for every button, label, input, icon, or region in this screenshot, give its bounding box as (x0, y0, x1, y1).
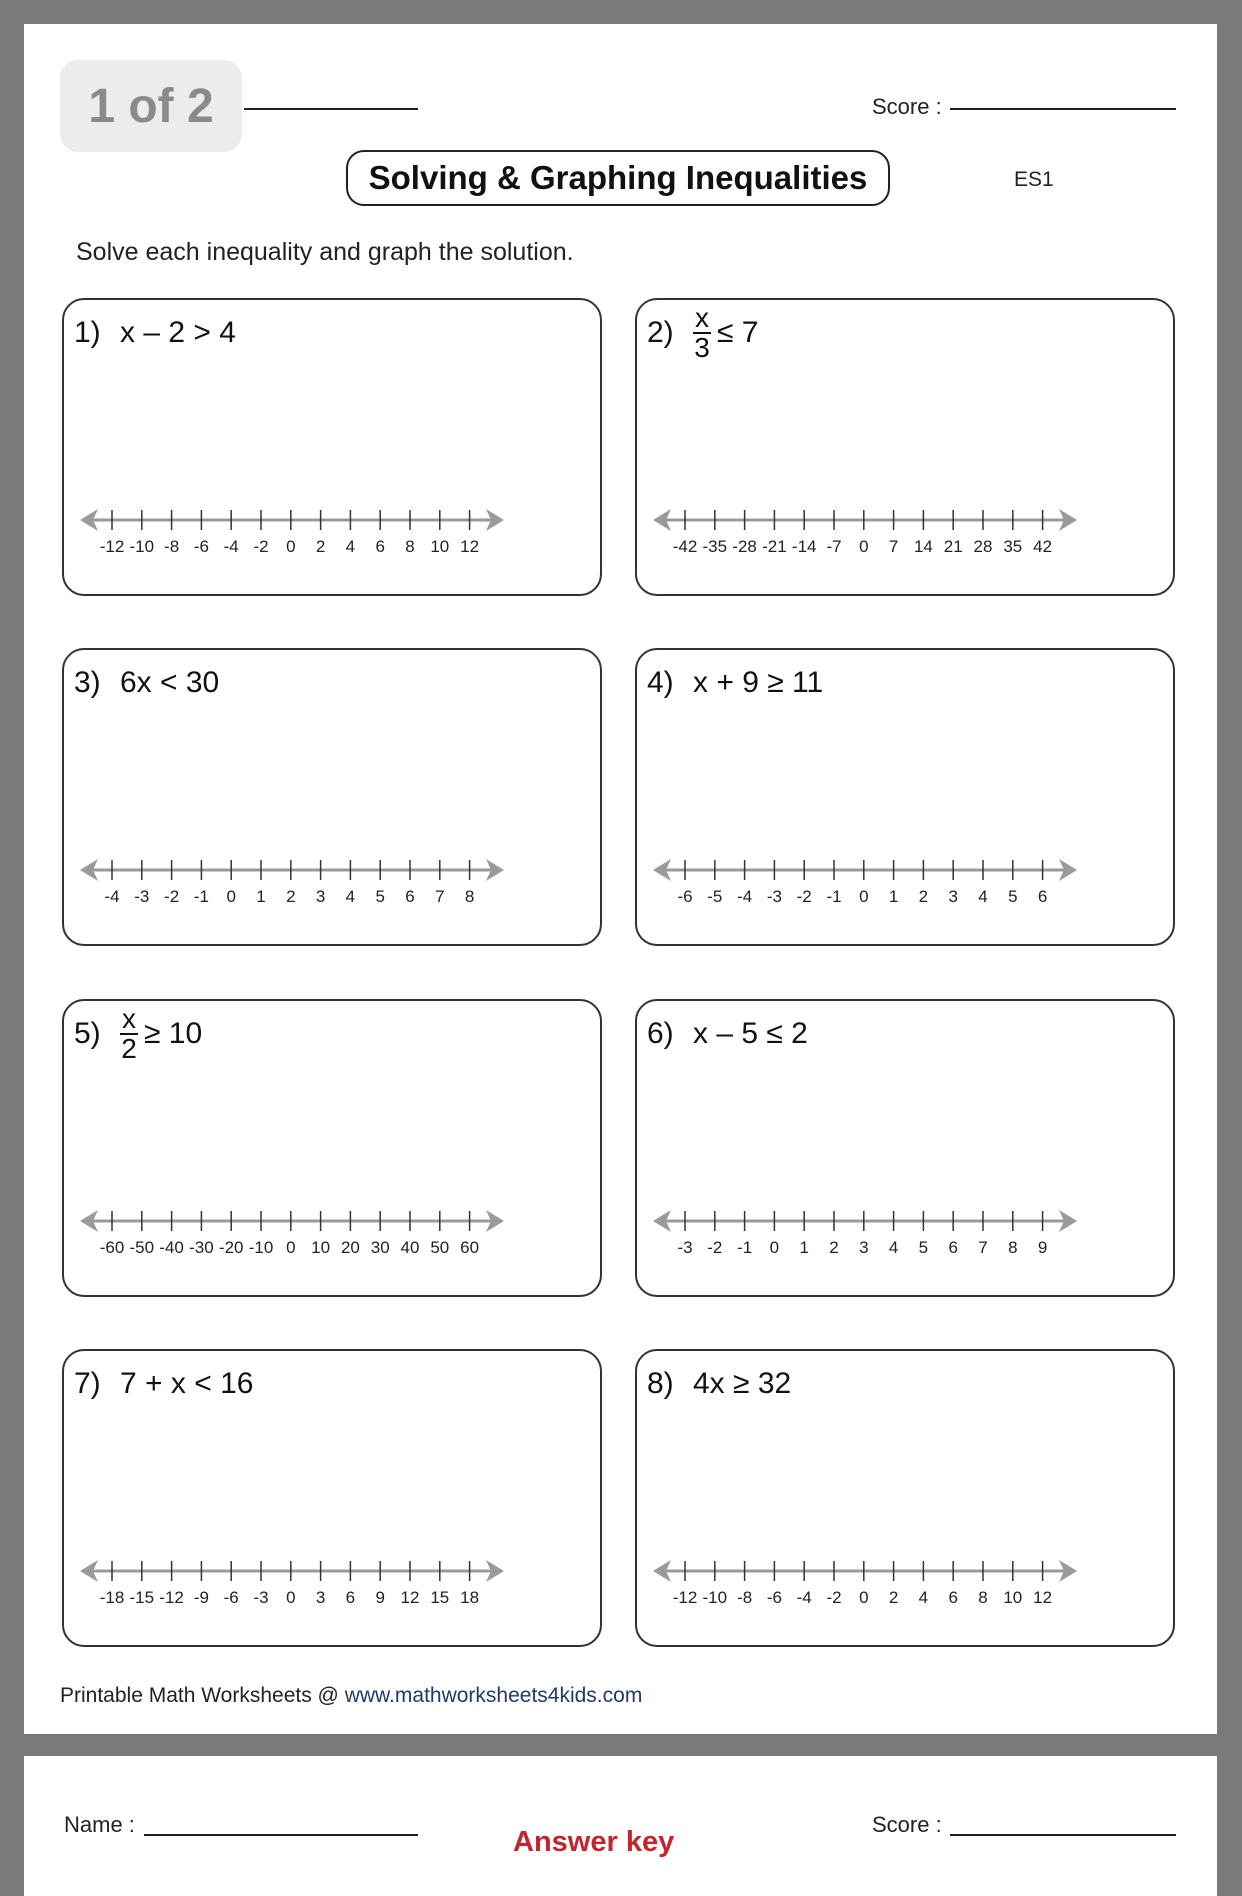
problem-1 (62, 298, 602, 596)
tick-label: -40 (159, 1238, 184, 1257)
tick-label: -8 (164, 537, 180, 556)
problem-expression: 6x < 30 (120, 666, 220, 699)
tick-label: -3 (253, 1588, 269, 1607)
tick-label: -8 (737, 1588, 753, 1607)
tick-label: -3 (134, 887, 150, 906)
tick-label: 2 (888, 1588, 899, 1607)
problem-number: 7) (74, 1367, 101, 1400)
page-indicator: 1 of 2 (60, 60, 242, 152)
tick-label: -1 (737, 1238, 753, 1257)
tick-label: 0 (859, 537, 869, 556)
tick-label: -2 (707, 1238, 723, 1257)
problem-number: 4) (647, 666, 674, 699)
tick-label: 6 (1037, 887, 1048, 906)
problem-4 (635, 648, 1175, 946)
tick-label: -5 (707, 887, 723, 906)
tick-label: 35 (1003, 537, 1023, 556)
tick-label: 3 (315, 1588, 326, 1607)
tick-label: -6 (766, 1588, 782, 1607)
problem-expression (120, 1005, 202, 1063)
tick-label: 40 (400, 1238, 420, 1257)
tick-label: -2 (796, 887, 812, 906)
tick-label: -12 (99, 537, 125, 556)
number-line (647, 1549, 1167, 1609)
tick-label: 6 (948, 1588, 958, 1607)
tick-label: 6 (405, 887, 415, 906)
tick-label: 10 (430, 537, 450, 556)
fraction-denominator: 2 (121, 1033, 137, 1064)
tick-label: 8 (978, 1588, 988, 1607)
problem-expression: x – 2 > 4 (120, 316, 236, 349)
tick-label: 9 (1037, 1238, 1048, 1257)
name-line (144, 1834, 418, 1836)
tick-label: -4 (737, 887, 753, 906)
problem-number: 1) (74, 316, 101, 349)
score-line (950, 108, 1176, 110)
tick-label: 60 (460, 1238, 480, 1257)
tick-label: -1 (826, 887, 842, 906)
problem-number: 8) (647, 1367, 674, 1400)
tick-label: -10 (248, 1238, 274, 1257)
tick-label: -9 (193, 1588, 209, 1607)
fraction (120, 1005, 138, 1063)
tick-label: 20 (340, 1238, 360, 1257)
tick-label: -7 (826, 537, 842, 556)
footer (60, 1684, 642, 1708)
tick-label: 5 (1008, 887, 1018, 906)
problem-6 (635, 999, 1175, 1297)
tick-label: -2 (253, 537, 269, 556)
tick-label: 12 (460, 537, 480, 556)
tick-label: 7 (435, 887, 445, 906)
tick-label: 3 (859, 1238, 869, 1257)
number-line (74, 498, 594, 558)
footer-link[interactable]: www.mathworksheets4kids.com (344, 1684, 643, 1707)
tick-label: 0 (286, 1588, 296, 1607)
tick-label: 2 (918, 887, 929, 906)
number-line (647, 498, 1167, 558)
tick-label: 12 (1033, 1588, 1053, 1607)
tick-label: 0 (859, 887, 869, 906)
tick-label: 6 (345, 1588, 356, 1607)
tick-label: -42 (672, 537, 698, 556)
tick-label: 0 (226, 887, 236, 906)
name-line (244, 108, 418, 110)
score-label: Score : (872, 94, 942, 119)
tick-label: -28 (732, 537, 757, 556)
number-line (647, 848, 1167, 908)
problem-5 (62, 999, 602, 1297)
tick-label: -3 (677, 1238, 693, 1257)
number-line (647, 1199, 1167, 1259)
tick-label: 5 (375, 887, 385, 906)
tick-label: 12 (400, 1588, 420, 1607)
fraction-numerator: x (695, 302, 709, 333)
tick-label: 5 (918, 1238, 929, 1257)
tick-label: 4 (918, 1588, 929, 1607)
tick-label: 10 (1003, 1588, 1023, 1607)
tick-label: 14 (913, 537, 933, 556)
tick-label: -18 (99, 1588, 125, 1607)
tick-label: 0 (286, 537, 296, 556)
tick-label: 9 (375, 1588, 385, 1607)
tick-label: 8 (405, 537, 415, 556)
tick-label: 1 (799, 1238, 809, 1257)
problem-7 (62, 1349, 602, 1647)
tick-label: 1 (888, 887, 899, 906)
tick-label: -6 (193, 537, 209, 556)
score-label: Score : (872, 1812, 942, 1837)
tick-label: 15 (430, 1588, 450, 1607)
score-line (950, 1834, 1176, 1836)
worksheet-page-1 (24, 24, 1217, 1734)
tick-label: 4 (345, 887, 356, 906)
tick-label: -60 (99, 1238, 125, 1257)
tick-label: 4 (978, 887, 988, 906)
problem-number: 2) (647, 316, 674, 349)
tick-label: 0 (859, 1588, 869, 1607)
tick-label: 8 (464, 887, 475, 906)
tick-label: -21 (762, 537, 787, 556)
tick-label: -30 (189, 1238, 214, 1257)
tick-label: 28 (973, 537, 993, 556)
tick-label: -6 (677, 887, 693, 906)
worksheet-code: ES1 (1014, 168, 1054, 191)
tick-label: -35 (702, 537, 728, 556)
tick-label: 2 (286, 887, 296, 906)
tick-label: -2 (164, 887, 180, 906)
answer-key-heading: Answer key (513, 1826, 675, 1858)
tick-label: -4 (223, 537, 239, 556)
problem-number: 5) (74, 1017, 101, 1050)
tick-label: -20 (218, 1238, 244, 1257)
number-line (74, 1549, 594, 1609)
tick-label: -50 (129, 1238, 155, 1257)
tick-label: 2 (829, 1238, 839, 1257)
tick-label: -15 (129, 1588, 155, 1607)
tick-label: 2 (315, 537, 326, 556)
tick-label: -1 (193, 887, 209, 906)
tick-label: -6 (223, 1588, 239, 1607)
problem-number: 6) (647, 1017, 674, 1050)
problem-8 (635, 1349, 1175, 1647)
tick-label: 7 (978, 1238, 988, 1257)
problem-expression (693, 304, 758, 362)
tick-label: -3 (766, 887, 782, 906)
tick-label: 6 (375, 537, 385, 556)
number-line (74, 1199, 594, 1259)
number-line (74, 848, 594, 908)
tick-label: 6 (948, 1238, 958, 1257)
tick-label: -4 (796, 1588, 812, 1607)
name-label: Name : (64, 1812, 135, 1837)
worksheet-title: Solving & Graphing Inequalities (346, 150, 890, 206)
problem-expression: x + 9 ≥ 11 (693, 666, 824, 699)
fraction-denominator: 3 (694, 332, 710, 363)
tick-label: -12 (672, 1588, 698, 1607)
tick-label: 4 (888, 1238, 899, 1257)
tick-label: -10 (129, 537, 155, 556)
fraction (693, 304, 711, 362)
problem-expression: x – 5 ≤ 2 (693, 1017, 808, 1050)
problem-2 (635, 298, 1175, 596)
tick-label: 3 (315, 887, 326, 906)
tick-label: -2 (826, 1588, 842, 1607)
tick-label: -14 (791, 537, 817, 556)
instructions: Solve each inequality and graph the solution. (76, 238, 574, 266)
tick-label: 3 (948, 887, 958, 906)
tick-label: 4 (345, 537, 356, 556)
tick-label: 7 (888, 537, 899, 556)
tick-label: 10 (311, 1238, 331, 1257)
expression-rest: ≤ 7 (717, 316, 759, 349)
tick-label: -12 (159, 1588, 184, 1607)
tick-label: -4 (104, 887, 120, 906)
tick-label: 18 (460, 1588, 480, 1607)
tick-label: 0 (286, 1238, 296, 1257)
expression-rest: ≥ 10 (144, 1017, 203, 1050)
problem-3 (62, 648, 602, 946)
tick-label: -10 (702, 1588, 728, 1607)
fraction-numerator: x (122, 1003, 136, 1034)
tick-label: 30 (370, 1238, 390, 1257)
tick-label: 0 (769, 1238, 780, 1257)
problem-expression: 4x ≥ 32 (693, 1367, 792, 1400)
tick-label: 21 (943, 537, 963, 556)
tick-label: 1 (256, 887, 266, 906)
tick-label: 42 (1033, 537, 1053, 556)
problem-number: 3) (74, 666, 101, 699)
tick-label: 50 (430, 1238, 450, 1257)
tick-label: 8 (1008, 1238, 1018, 1257)
problem-expression: 7 + x < 16 (120, 1367, 254, 1400)
footer-text: Printable Math Worksheets @ (60, 1684, 345, 1707)
